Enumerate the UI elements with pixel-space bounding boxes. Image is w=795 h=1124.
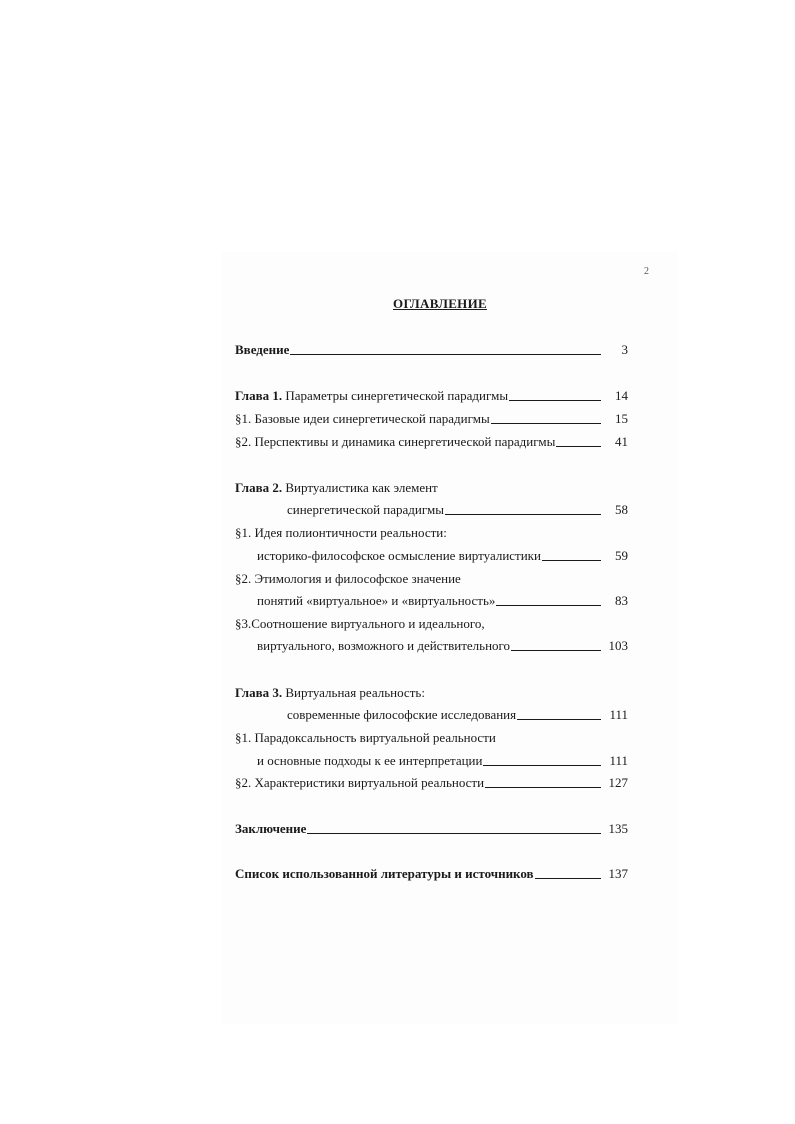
toc-entry-ch2-s3-cont [257, 636, 628, 654]
toc-label: §3.Соотношение виртуального и идеального, [235, 616, 485, 631]
toc-entry-ch2-s1 [235, 523, 628, 541]
toc-page: 3 [621, 342, 628, 357]
toc-page: 14 [615, 388, 628, 403]
toc-entry-bibliography [235, 864, 628, 882]
leader-line [542, 560, 601, 561]
leader-line [483, 765, 601, 766]
toc-label: Введение [235, 342, 290, 357]
toc-label: Глава 1. Параметры синергетической парадигмы [235, 388, 509, 403]
toc-label: §1. Базовые идеи синергетической парадигмы [235, 411, 490, 426]
toc-entry-chapter-3-cont [287, 705, 628, 723]
toc-label: §2. Характеристики виртуальной реальности [235, 775, 485, 790]
toc-label: Глава 3. Виртуальная реальность: [235, 685, 425, 700]
toc-label: историко-философское осмысление виртуалистики [257, 548, 541, 563]
toc-entry-ch1-s2 [235, 432, 628, 450]
toc-label: §1. Парадоксальность виртуальной реальности [235, 730, 496, 745]
toc-entry-chapter-2-cont [287, 500, 628, 518]
toc-page: 135 [608, 821, 628, 836]
leader-line [509, 400, 601, 401]
toc-page: 103 [608, 638, 628, 653]
toc-label: современные философские исследования [287, 707, 517, 722]
toc-page: 59 [615, 548, 628, 563]
toc-entry-chapter-2 [235, 478, 628, 496]
toc-entry-ch2-s2 [235, 569, 628, 587]
leader-line [445, 514, 601, 515]
toc-entry-ch3-s1-cont [257, 751, 628, 769]
toc-label: синергетической парадигмы [287, 502, 444, 517]
toc-entry-chapter-1 [235, 386, 628, 404]
toc-entry-chapter-3 [235, 683, 628, 701]
toc-label: виртуального, возможного и действительного [257, 638, 511, 653]
toc-label: понятий «виртуальное» и «виртуальность» [257, 593, 496, 608]
leader-line [517, 719, 601, 720]
leader-line [535, 878, 601, 879]
toc-label: и основные подходы к ее интерпретации [257, 753, 483, 768]
leader-line [307, 833, 601, 834]
toc-page: 111 [609, 753, 628, 768]
toc-entry-conclusion [235, 819, 628, 837]
toc-entry-intro [235, 340, 628, 358]
page-number: 2 [644, 266, 649, 277]
toc-entry-ch1-s1 [235, 409, 628, 427]
leader-line [485, 787, 601, 788]
toc-entry-ch2-s2-cont [257, 591, 628, 609]
toc-page: 83 [615, 593, 628, 608]
leader-line [556, 446, 601, 447]
toc-label: §2. Перспективы и динамика синергетической парадигмы [235, 434, 556, 449]
toc-page: 15 [615, 411, 628, 426]
toc-label: §1. Идея полионтичности реальности: [235, 525, 447, 540]
toc-label: §2. Этимология и философское значение [235, 571, 461, 586]
toc-entry-ch2-s3 [235, 614, 628, 632]
leader-line [491, 423, 601, 424]
toc-entry-ch2-s1-cont [257, 546, 628, 564]
toc-entry-ch3-s1 [235, 728, 628, 746]
page-title: ОГЛАВЛЕНИЕ [393, 296, 487, 311]
toc-label: Список использованной литературы и источников [235, 866, 534, 881]
leader-line [496, 605, 601, 606]
toc-label: Глава 2. Виртуалистика как элемент [235, 480, 438, 495]
toc-page: 127 [608, 775, 628, 790]
toc-label: Заключение [235, 821, 307, 836]
toc-page: 58 [615, 502, 628, 517]
toc-entry-ch3-s2 [235, 773, 628, 791]
toc-page: 41 [615, 434, 628, 449]
leader-line [290, 354, 601, 355]
toc-page: 111 [609, 707, 628, 722]
leader-line [511, 650, 601, 651]
toc-page: 137 [608, 866, 628, 881]
